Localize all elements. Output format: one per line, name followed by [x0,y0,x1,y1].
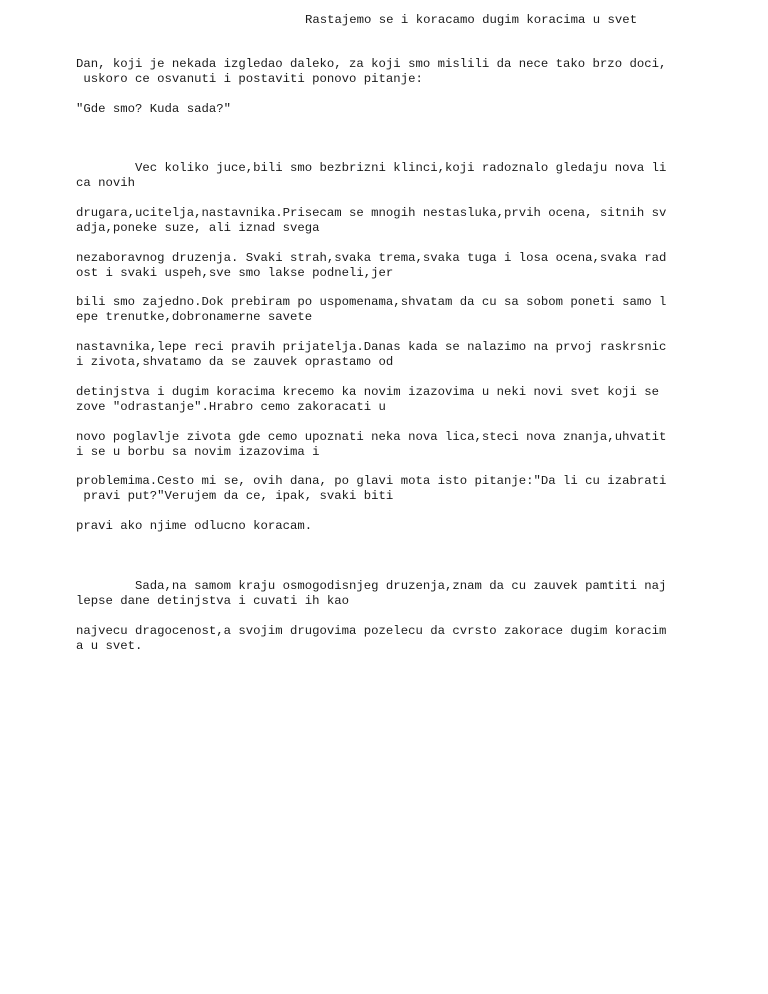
paragraph: najvecu dragocenost,a svojim drugovima pozelecu da cvrsto zakorace dugim koracim a u svet. [76,624,667,653]
document-title: Rastajemo se i koracamo dugim koracima u svet [305,13,638,27]
paragraph: Vec koliko juce,bili smo bezbrizni klinci,koji radoznalo gledaju nova li ca novih [76,161,667,190]
paragraph: Dan, koji je nekada izgledao daleko, za koji smo mislili da nece tako brzo doci, uskoro ce osvanuti i postaviti ponovo pitanje: [76,57,667,86]
paragraph: novo poglavlje zivota gde cemo upoznati neka nova lica,steci nova znanja,uhvatit i se u borbu sa novim izazovima i [76,430,667,459]
paragraph: pravi ako njime odlucno koracam. [76,519,313,533]
paragraph: drugara,ucitelja,nastavnika.Prisecam se mnogih nestasluka,prvih ocena, sitnih sv adja,poneke suze, ali iznad svega [76,206,667,235]
paragraph: Sada,na samom kraju osmogodisnjeg druzenja,znam da cu zauvek pamtiti naj lepse dane detinjstva i cuvati ih kao [76,579,667,608]
paragraph: detinjstva i dugim koracima krecemo ka novim izazovima u neki novi svet koji se zove "odrastanje".Hrabro cemo zakoracati u [76,385,659,414]
paragraph: bili smo zajedno.Dok prebiram po uspomenama,shvatam da cu sa sobom poneti samo l epe trenutke,dobronamerne savete [76,295,667,324]
paragraph: nastavnika,lepe reci pravih prijatelja.Danas kada se nalazimo na prvoj raskrsnic i zivota,shvatamo da se zauvek oprastamo od [76,340,667,369]
paragraph: "Gde smo? Kuda sada?" [76,102,231,116]
paragraph: problemima.Cesto mi se, ovih dana, po glavi mota isto pitanje:"Da li cu izabrati pravi put?"Verujem da ce, ipak, svaki biti [76,474,667,503]
paragraph: nezaboravnog druzenja. Svaki strah,svaka trema,svaka tuga i losa ocena,svaka rad ost i svaki uspeh,sve smo lakse podneli,jer [76,251,667,280]
